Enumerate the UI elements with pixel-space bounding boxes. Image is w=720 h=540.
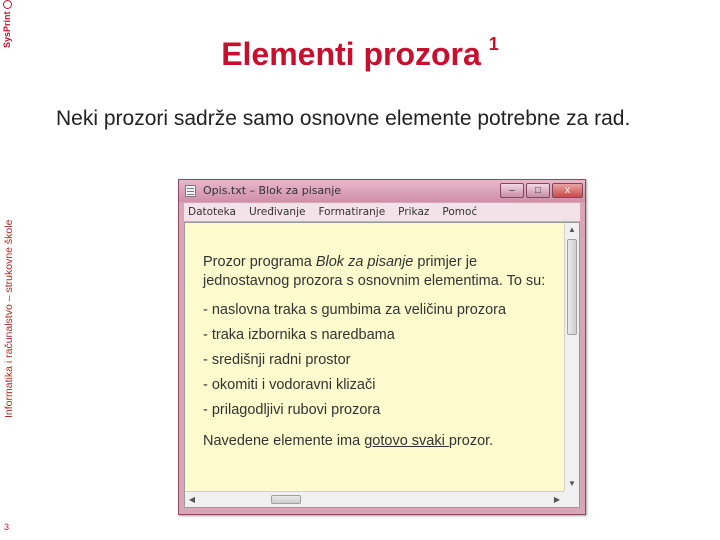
slide-title (0, 36, 720, 73)
minimize-button[interactable]: – (500, 183, 524, 198)
title-superscript: 1 (488, 34, 499, 54)
intro-text: Neki prozori sadrže samo osnovne elemente potrebne za rad. (56, 107, 631, 130)
vertical-scroll-thumb[interactable] (567, 239, 577, 335)
closing-text-2: prozor. (448, 433, 494, 449)
list-item: - središnji radni prostor (203, 352, 351, 368)
menu-datoteka[interactable]: Datoteka (188, 206, 236, 218)
size-grip[interactable] (564, 491, 579, 507)
menu-formatiranje[interactable]: Formatiranje (318, 206, 386, 218)
list-item: - prilagodljivi rubovi prozora (203, 402, 381, 418)
logo-circle-icon (3, 0, 12, 9)
title-text: Elementi prozora (221, 36, 481, 72)
menu-uredivanje[interactable]: Uređivanje (248, 206, 306, 218)
notepad-icon[interactable] (185, 185, 196, 197)
close-button[interactable]: x (552, 183, 583, 198)
document-content (203, 253, 553, 451)
vertical-scrollbar[interactable] (564, 223, 579, 491)
closing-sentence (203, 432, 553, 451)
slide-number: 3 (4, 522, 10, 532)
text-area[interactable] (184, 222, 580, 508)
content-paragraph (203, 253, 553, 291)
para-text-1: Prozor programa (203, 254, 316, 270)
list-item: - okomiti i vodoravni klizači (203, 377, 376, 393)
window-title: Opis.txt – Blok za pisanje (203, 184, 342, 197)
horizontal-scrollbar[interactable] (185, 491, 564, 507)
notepad-window[interactable] (178, 179, 586, 515)
closing-text-1: Navedene elemente ima (203, 433, 365, 449)
menu-prikaz[interactable]: Prikaz (398, 206, 430, 218)
scroll-down-icon[interactable]: ▼ (568, 479, 576, 488)
program-name: Blok za pisanje (315, 254, 414, 270)
side-label: Informatika i računalstvo – strukovne škole (3, 219, 15, 418)
horizontal-scroll-thumb[interactable] (271, 495, 301, 504)
scroll-up-icon[interactable]: ▲ (568, 225, 576, 234)
scroll-right-icon[interactable]: ▶ (553, 495, 561, 504)
underlined-text: gotovo svaki (364, 433, 449, 449)
window-titlebar[interactable] (179, 180, 585, 202)
scroll-left-icon[interactable]: ◀ (188, 495, 196, 504)
list-item: - traka izbornika s naredbama (203, 327, 395, 343)
logo-text: SysPrint (2, 11, 12, 48)
para-text-2: primjer je jednostavnog prozora s osnovnim elementima. To su: (203, 254, 546, 289)
menu-bar (184, 203, 580, 221)
list-item: - naslovna traka s gumbima za veličinu prozora (203, 302, 507, 318)
menu-pomoc[interactable]: Pomoć (442, 206, 478, 218)
maximize-button[interactable]: □ (526, 183, 550, 198)
